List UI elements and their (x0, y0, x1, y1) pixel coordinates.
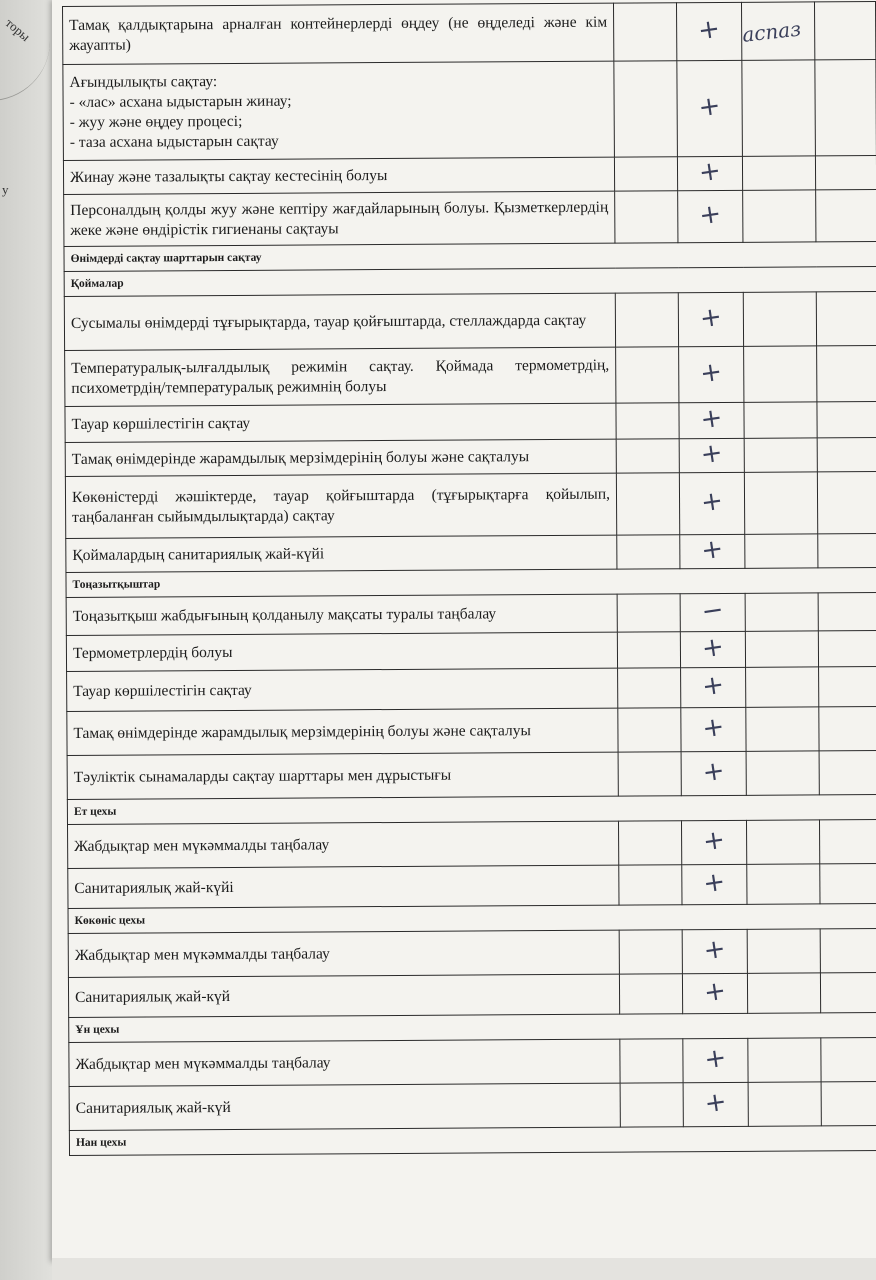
note-cell (742, 156, 815, 190)
handwritten-mark: + (698, 402, 725, 436)
empty-cell (820, 973, 876, 1013)
note-cell (747, 864, 820, 904)
empty-cell (816, 292, 876, 346)
criterion-text: Тауар көршілестігін сақтау (65, 403, 616, 442)
criterion-text: Санитариялық жай-күй (68, 974, 619, 1017)
handwritten-mark: + (696, 90, 723, 124)
empty-cell (819, 707, 876, 751)
checklist-table (62, 1, 876, 1156)
empty-cell (617, 535, 680, 569)
note-cell (744, 346, 817, 402)
mark-cell (682, 973, 747, 1013)
note-cell (748, 1082, 821, 1126)
criterion-text: Тамақ өнімдерінде жарамдылық мерзімдерінің болуы және сақталуы (67, 708, 618, 755)
mark-cell (678, 190, 743, 242)
handwritten-mark: + (697, 198, 724, 232)
handwritten-mark: + (698, 356, 725, 390)
mark-cell (680, 631, 745, 667)
mark-cell (679, 346, 744, 402)
empty-cell (617, 632, 680, 668)
empty-cell (815, 156, 876, 190)
criterion-text: Көкөністерді жәшіктерде, тауар қойғыштарда (тұғырықтарға қойылып, таңбаланған сыйымдылықтарда) сақтау (65, 473, 616, 538)
mark-cell (681, 667, 746, 707)
criterion-row (64, 292, 876, 351)
criterion-text: Санитариялық жай-күйі (68, 865, 619, 908)
handwritten-mark: + (699, 631, 726, 665)
handwritten-mark: + (699, 485, 725, 519)
empty-cell (620, 1039, 683, 1083)
note-cell (746, 707, 819, 751)
handwritten-mark: + (697, 301, 724, 335)
note-cell (744, 402, 817, 438)
criterion-text: Тауар көршілестігін сақтау (67, 668, 618, 711)
criterion-text: Санитариялық жай-күй (69, 1083, 620, 1130)
criterion-row (69, 1038, 876, 1087)
criterion-row (65, 472, 876, 539)
checklist-rows (63, 2, 876, 1156)
empty-cell (819, 751, 876, 795)
note-cell (747, 929, 820, 973)
prev-page-fragment-mid: у (2, 182, 9, 197)
empty-cell (821, 1038, 876, 1082)
note-cell (747, 973, 820, 1013)
handwritten-mark: + (699, 533, 726, 567)
mark-cell (683, 1038, 748, 1082)
note-cell (743, 190, 816, 242)
empty-cell (618, 668, 681, 708)
criterion-row (65, 346, 876, 407)
criterion-row (68, 864, 876, 909)
section-title: Көкөніс цехы (68, 904, 876, 934)
empty-cell (619, 974, 682, 1014)
criterion-text: Жинау және тазалықты сақтау кестесінің болуы (63, 157, 614, 194)
empty-cell (613, 3, 676, 61)
note-cell (745, 534, 818, 568)
handwritten-mark: + (698, 437, 725, 471)
handwritten-mark: + (701, 824, 728, 858)
criterion-text: Тоңазытқыш жабдығының қолданылу мақсаты туралы таңбалау (66, 594, 617, 635)
section-header-row (69, 1126, 876, 1156)
mark-cell (681, 707, 746, 751)
handwritten-mark: − (699, 594, 726, 628)
section-title: Өнімдерді сақтау шарттарын сақтау (64, 242, 876, 272)
empty-cell (820, 929, 876, 973)
criterion-text: Тамақ қалдықтарына арналған контейнерлерді өңдеу (не өңделеді және кім жауапты) (63, 3, 614, 64)
criterion-row (67, 707, 876, 756)
mark-cell (677, 60, 743, 156)
mark-cell (678, 292, 743, 346)
note-cell (741, 2, 814, 60)
criterion-row (63, 156, 876, 195)
note-cell (744, 472, 817, 534)
criterion-row (66, 631, 876, 672)
mark-cell (682, 929, 747, 973)
criterion-row (66, 593, 876, 636)
prev-page-fragment-top: торы (2, 15, 34, 45)
criterion-text: Жабдықтар мен мүкәммалды таңбалау (69, 1039, 620, 1086)
empty-cell (619, 930, 682, 974)
criterion-row (66, 534, 876, 573)
mark-cell (682, 864, 747, 904)
mark-cell (681, 820, 746, 864)
criterion-row (68, 973, 876, 1018)
criterion-row (64, 190, 876, 247)
empty-cell (618, 708, 681, 752)
empty-cell (818, 631, 876, 667)
empty-cell (614, 157, 677, 191)
empty-cell (618, 752, 681, 796)
handwritten-note: аспаз (741, 15, 803, 47)
empty-cell (819, 667, 876, 707)
criterion-row (68, 929, 876, 978)
page-bottom-edge (52, 1258, 876, 1280)
criterion-row (67, 751, 876, 800)
section-title: Ет цехы (67, 795, 876, 825)
empty-cell (618, 821, 681, 865)
note-cell (745, 631, 818, 667)
criterion-text: Жабдықтар мен мүкәммалды таңбалау (67, 821, 618, 868)
criterion-text: Термометрлердің болуы (66, 632, 617, 671)
section-title: Қоймалар (64, 267, 876, 297)
mark-cell (683, 1082, 748, 1126)
handwritten-mark: + (701, 866, 728, 900)
empty-cell (817, 402, 876, 438)
criterion-row (65, 438, 876, 477)
criterion-text: Қоймалардың санитариялық жай-күйі (66, 535, 617, 572)
empty-cell (619, 865, 682, 905)
handwritten-mark: + (697, 155, 723, 189)
section-title: Ұн цехы (69, 1013, 876, 1043)
empty-cell (820, 864, 876, 904)
handwritten-mark: + (700, 755, 727, 789)
note-cell (746, 751, 819, 795)
mark-cell (679, 472, 744, 534)
empty-cell (620, 1083, 683, 1127)
handwritten-mark: + (702, 1042, 729, 1076)
note-cell (746, 820, 819, 864)
mark-cell (680, 534, 745, 568)
note-cell (748, 1038, 821, 1082)
criterion-row (63, 60, 876, 161)
empty-cell (818, 534, 876, 568)
handwritten-mark: + (702, 975, 728, 1009)
empty-cell (817, 346, 876, 402)
handwritten-mark: + (696, 13, 723, 47)
note-cell (743, 292, 816, 346)
empty-cell (817, 438, 876, 472)
empty-cell (814, 2, 875, 60)
empty-cell (615, 293, 678, 347)
criterion-text: Тәуліктік сынамаларды сақтау шарттары мен дұрыстығы (67, 752, 618, 799)
note-cell (744, 438, 817, 472)
empty-cell (617, 594, 680, 632)
empty-cell (614, 61, 678, 157)
mark-cell (676, 2, 741, 60)
empty-cell (816, 190, 876, 242)
criterion-row (69, 1082, 876, 1131)
mark-cell (681, 751, 746, 795)
criterion-text: Ағындылықты сақтау: - «лас» асхана ыдыстарын жинау; - жуу және өңдеу процесі; - таза асхана ыдыстарын сақтау (63, 61, 615, 160)
note-cell (746, 667, 819, 707)
criterion-row (67, 667, 876, 712)
empty-cell (616, 347, 679, 403)
empty-cell (616, 403, 679, 439)
handwritten-mark: + (700, 711, 727, 745)
handwritten-mark: + (700, 669, 727, 703)
handwritten-mark: + (702, 1086, 729, 1120)
criterion-row (67, 820, 876, 869)
mark-cell (680, 593, 745, 631)
empty-cell (616, 473, 679, 535)
empty-cell (615, 191, 678, 243)
empty-cell (815, 60, 876, 156)
criterion-text: Сусымалы өнімдерді тұғырықтарда, тауар қойғыштарда, стеллаждарда сақтау (64, 293, 615, 350)
criterion-text: Персоналдың қолды жуу және кептіру жағдайларының болуы. Қызметкерлердің жеке және өндірістік гигиенаны сақтауы (64, 191, 615, 246)
criterion-row (63, 2, 876, 65)
mark-cell (679, 438, 744, 472)
handwritten-mark: + (701, 933, 728, 967)
note-cell (742, 60, 816, 156)
empty-cell (818, 593, 876, 631)
criterion-text: Жабдықтар мен мүкәммалды таңбалау (68, 930, 619, 977)
section-title: Нан цехы (69, 1126, 876, 1156)
empty-cell (817, 472, 876, 534)
mark-cell (679, 402, 744, 438)
empty-cell (819, 820, 876, 864)
criterion-text: Тамақ өнімдерінде жарамдылық мерзімдерінің болуы және сақталуы (65, 439, 616, 476)
empty-cell (821, 1082, 876, 1126)
section-title: Тоңазытқыштар (66, 568, 876, 598)
criterion-text: Температуралық-ылғалдылық режимін сақтау. Қоймада термометрдің, психометрдің/температуралық режимнің болуы (65, 347, 616, 406)
checklist-page (52, 0, 876, 1262)
mark-cell (677, 156, 742, 190)
page-edge-shade (0, 0, 60, 1280)
note-cell (745, 593, 818, 631)
criterion-row (65, 402, 876, 443)
empty-cell (616, 439, 679, 473)
